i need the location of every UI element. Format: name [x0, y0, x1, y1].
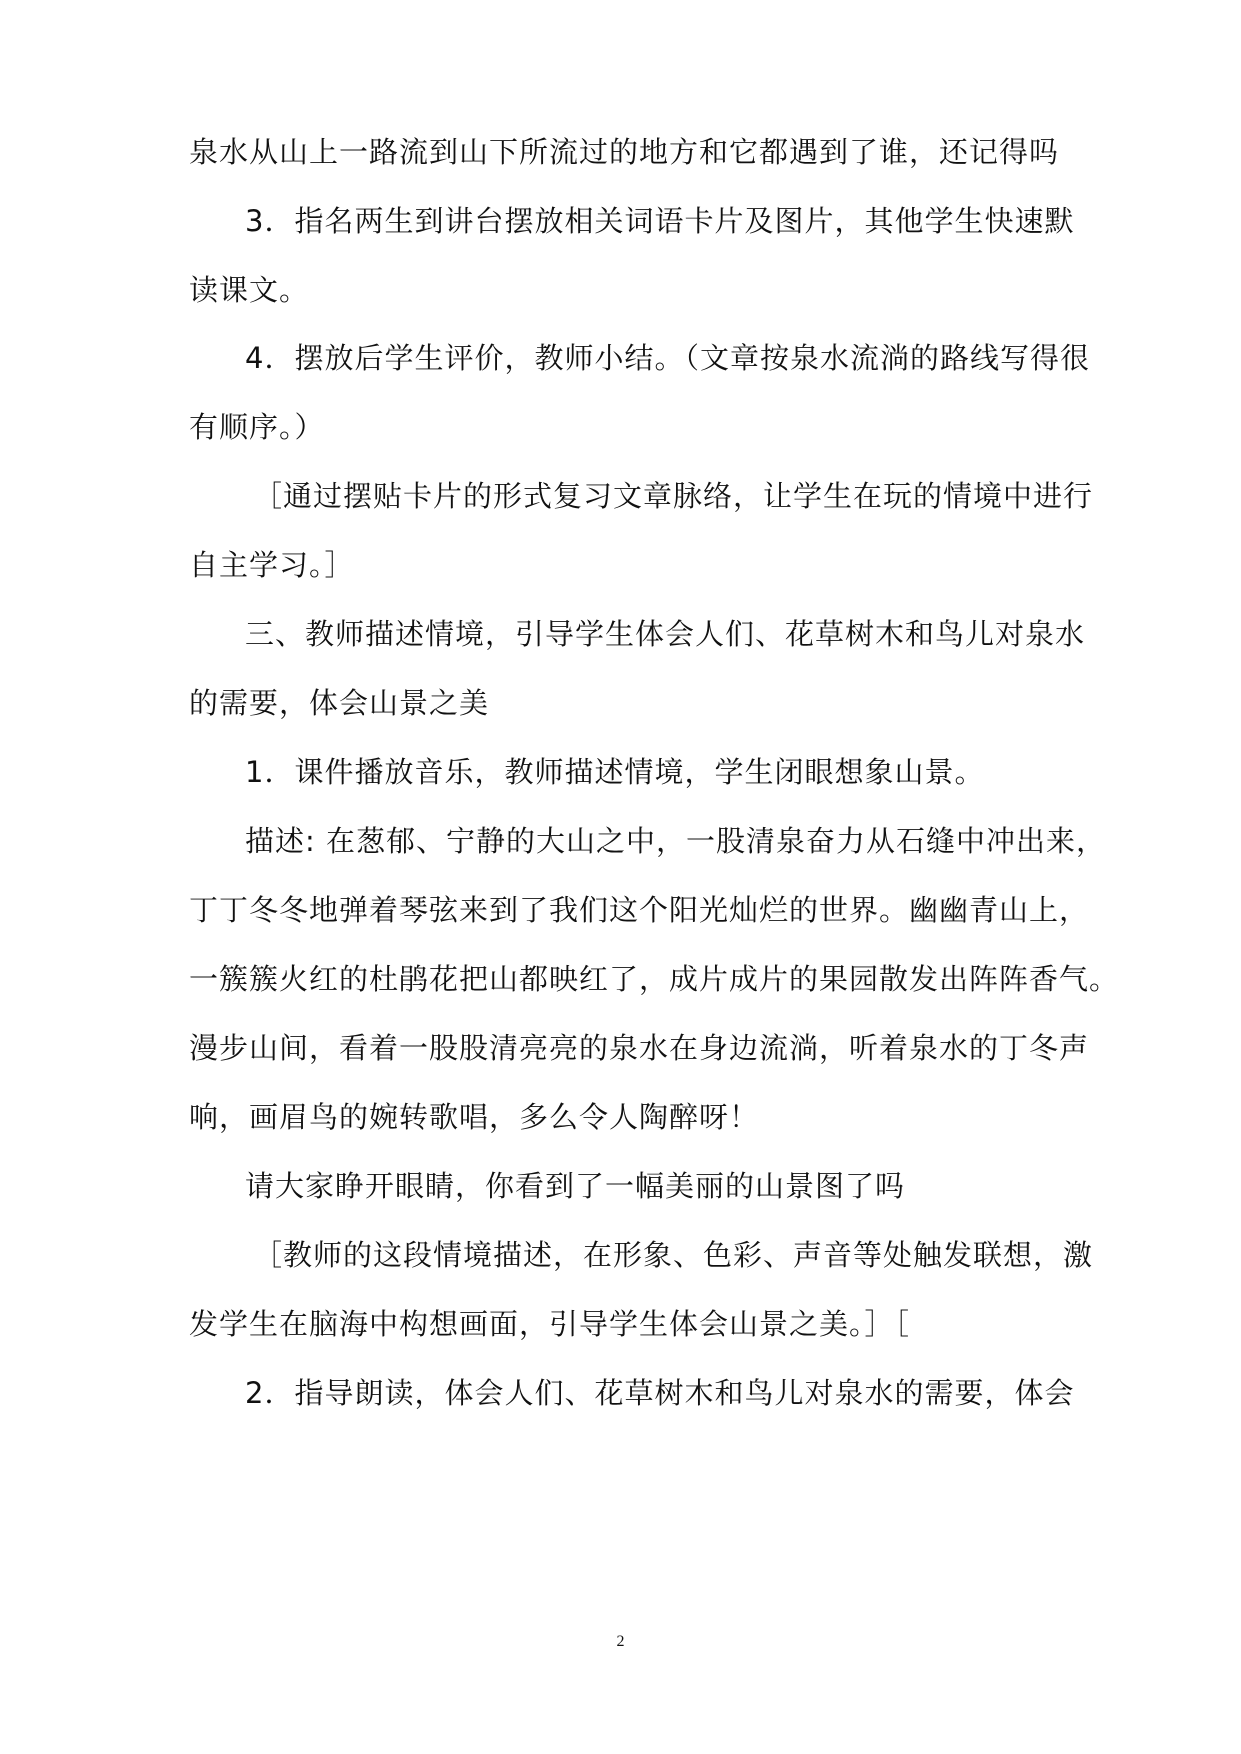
text-line-5: 有顺序。） — [189, 410, 325, 444]
text-line-11: 描述: 在葱郁、宁静的大山之中，一股清泉奋力从石缝中冲出来， — [245, 824, 1106, 858]
text-line-10: 1．课件播放音乐，教师描述情境，学生闭眼想象山景。 — [245, 755, 985, 789]
text-line-14: 漫步山间，看着一股股清亮亮的泉水在身边流淌，听着泉水的丁冬声 — [189, 1031, 1090, 1065]
text-line-1: 泉水从山上一路流到山下所流过的地方和它都遇到了谁，还记得吗 — [189, 135, 1060, 169]
text-line-15: 响，画眉鸟的婉转歌唱，多么令人陶醉呀！ — [189, 1100, 760, 1134]
text-line-13: 一簇簇火红的杜鹃花把山都映红了，成片成片的果园散发出阵阵香气。 — [189, 962, 1120, 996]
text-line-6: ［通过摆贴卡片的形式复习文章脉络，让学生在玩的情境中进行 — [253, 479, 1094, 513]
text-line-16: 请大家睁开眼睛，你看到了一幅美丽的山景图了吗 — [245, 1169, 906, 1203]
text-line-12: 丁丁冬冬地弹着琴弦来到了我们这个阳光灿烂的世界。幽幽青山上， — [189, 893, 1090, 927]
text-line-18: 发学生在脑海中构想画面，引导学生体会山景之美。］［ — [189, 1307, 911, 1341]
text-line-19: 2．指导朗读，体会人们、花草树木和鸟儿对泉水的需要，体会 — [245, 1376, 1075, 1410]
text-line-17: ［教师的这段情境描述，在形象、色彩、声音等处触发联想，激 — [253, 1238, 1094, 1272]
text-line-2: 3．指名两生到讲台摆放相关词语卡片及图片，其他学生快速默 — [245, 204, 1075, 238]
text-line-7: 自主学习。］ — [189, 548, 355, 582]
text-line-3: 读课文。 — [189, 273, 310, 307]
text-line-8: 三、教师描述情境，引导学生体会人们、花草树木和鸟儿对泉水 — [245, 617, 1086, 651]
page-number: 2 — [616, 1633, 625, 1650]
text-line-9: 的需要，体会山景之美 — [189, 686, 490, 720]
text-line-4: 4．摆放后学生评价，教师小结。（文章按泉水流淌的路线写得很 — [245, 341, 1090, 375]
